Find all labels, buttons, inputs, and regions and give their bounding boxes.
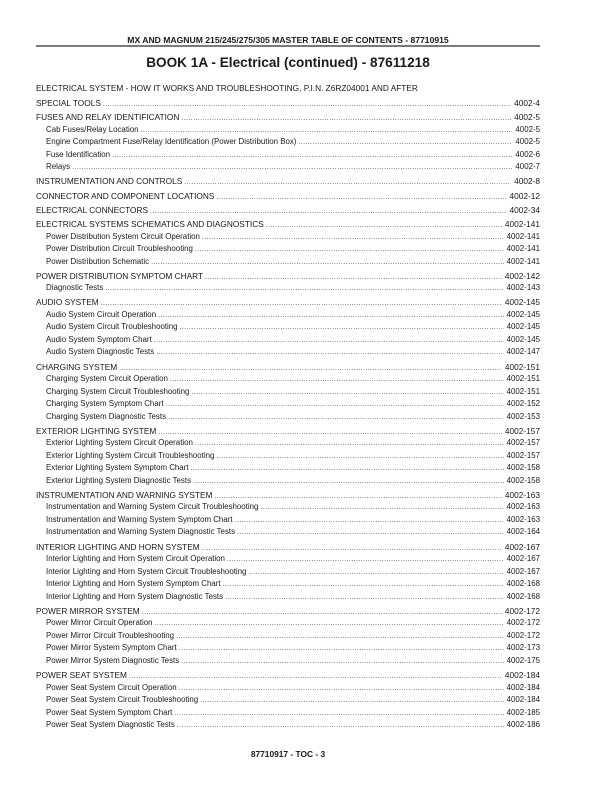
toc-page-number: 4002-147 <box>506 347 540 357</box>
toc-section-entry[interactable] <box>36 541 540 554</box>
toc-page-number: 4002-164 <box>506 527 540 537</box>
toc-entry-label: ELECTRICAL CONNECTORS <box>36 204 149 215</box>
toc-page-number: 4002-145 <box>504 297 540 308</box>
toc-subsection-entry[interactable] <box>36 411 540 424</box>
toc-entry-label: Engine Compartment Fuse/Relay Identification (Power Distribution Box) <box>46 137 297 147</box>
toc-entry-label: Instrumentation and Warning System Symptom Chart <box>46 514 233 524</box>
toc-page-number: 4002-157 <box>506 438 540 448</box>
toc-subsection-entry[interactable] <box>36 321 540 334</box>
dot-leader <box>184 177 511 190</box>
dot-leader <box>170 374 504 387</box>
toc-entry-label: Interior Lighting and Horn System Circuit Troubleshooting <box>46 566 247 576</box>
toc-page-number: 4002-168 <box>506 591 540 601</box>
toc-entry-label: Charging System Circuit Operation <box>46 374 168 384</box>
toc-entry-label: INTERIOR LIGHTING AND HORN SYSTEM <box>36 541 200 552</box>
dot-leader <box>103 99 511 112</box>
toc-entry-label: Audio System Symptom Chart <box>46 334 152 344</box>
toc-subsection-entry[interactable] <box>36 149 540 162</box>
toc-page-number: 4002-153 <box>506 411 540 421</box>
toc-page-number: 4002-4 <box>514 98 540 108</box>
toc-section-entry[interactable] <box>36 605 540 618</box>
toc-entry-label: Power Mirror Circuit Troubleshooting <box>46 630 175 640</box>
table-of-contents <box>36 97 540 733</box>
toc-page-number: 4002-5 <box>515 124 540 134</box>
toc-entry-label: EXTERIOR LIGHTING SYSTEM <box>36 425 157 436</box>
toc-subsection-entry[interactable] <box>36 655 540 668</box>
toc-page-number: 4002-6 <box>515 149 540 159</box>
toc-entry-label: Power Mirror System Diagnostic Tests <box>46 655 180 665</box>
toc-page-number: 4002-184 <box>506 695 540 705</box>
dot-leader <box>191 463 504 476</box>
toc-entry-label: Power Mirror Circuit Operation <box>46 618 153 628</box>
dot-leader <box>150 206 507 219</box>
dot-leader <box>105 283 503 296</box>
toc-section-entry[interactable] <box>36 425 540 438</box>
toc-subsection-entry[interactable] <box>36 373 540 386</box>
toc-page-number: 4002-173 <box>506 643 540 653</box>
toc-page-number: 4002-143 <box>506 283 540 293</box>
toc-group <box>36 204 540 217</box>
toc-section-entry[interactable] <box>36 361 540 374</box>
toc-group <box>36 270 540 295</box>
toc-group <box>36 669 540 732</box>
toc-entry-label: Power Seat System Diagnostic Tests <box>46 720 175 730</box>
toc-entry-label: Audio System Circuit Troubleshooting <box>46 322 178 332</box>
toc-subsection-entry[interactable] <box>36 475 540 488</box>
toc-page-number: 4002-151 <box>506 386 540 396</box>
dot-leader <box>112 150 512 163</box>
dot-leader <box>223 579 504 592</box>
toc-page-number: 4002-5 <box>514 112 540 123</box>
dot-leader <box>260 502 503 515</box>
toc-group <box>36 541 540 604</box>
toc-entry-label: FUSES AND RELAY IDENTIFICATION <box>36 112 180 123</box>
toc-entry-label: Charging System Circuit Troubleshooting <box>46 386 190 396</box>
toc-entry-label: POWER DISTRIBUTION SYMPTOM CHART <box>36 270 204 281</box>
toc-page-number: 4002-172 <box>506 630 540 640</box>
toc-subsection-entry[interactable] <box>36 578 540 591</box>
toc-group <box>36 97 540 110</box>
toc-entry-label: CHARGING SYSTEM <box>36 361 118 372</box>
toc-group <box>36 296 540 359</box>
toc-entry-label: Audio System Circuit Operation <box>46 309 157 319</box>
toc-page-number: 4002-145 <box>506 334 540 344</box>
dot-leader <box>216 192 506 205</box>
dot-leader <box>225 592 504 605</box>
toc-entry-label: Interior Lighting and Horn System Circuit Operation <box>46 554 225 564</box>
toc-entry-label: Charging System Symptom Chart <box>46 399 164 409</box>
toc-page-number: 4002-151 <box>504 361 540 372</box>
toc-subsection-entry[interactable] <box>36 231 540 244</box>
toc-entry-label: Interior Lighting and Horn System Diagnostic Tests <box>46 591 224 601</box>
toc-page-number: 4002-141 <box>506 244 540 254</box>
toc-group <box>36 361 540 424</box>
toc-entry-label: ELECTRICAL SYSTEMS SCHEMATICS AND DIAGNOSTICS <box>36 218 264 229</box>
dot-leader <box>166 399 504 412</box>
toc-subsection-entry[interactable] <box>36 566 540 579</box>
toc-subsection-entry[interactable] <box>36 450 540 463</box>
dot-leader <box>191 387 503 400</box>
toc-entry-label: Charging System Diagnostic Tests <box>46 411 167 421</box>
toc-subsection-entry[interactable] <box>36 514 540 527</box>
toc-entry-label: Cab Fuses/Relay Location <box>46 124 139 134</box>
toc-section-entry[interactable] <box>36 204 540 217</box>
toc-subsection-entry[interactable] <box>36 243 540 256</box>
toc-subsection-entry[interactable] <box>36 462 540 475</box>
dot-leader <box>180 322 504 335</box>
toc-group <box>36 218 540 268</box>
toc-page-number: 4002-186 <box>506 720 540 730</box>
toc-subsection-entry[interactable] <box>36 642 540 655</box>
dot-leader <box>155 618 504 631</box>
toc-entry-label: Diagnostic Tests <box>46 283 104 293</box>
toc-subsection-entry[interactable] <box>36 682 540 695</box>
dot-leader <box>193 476 504 489</box>
toc-subsection-entry[interactable] <box>36 501 540 514</box>
toc-subsection-entry[interactable] <box>36 256 540 269</box>
toc-entry-label: Exterior Lighting System Circuit Operation <box>46 438 193 448</box>
toc-group <box>36 111 540 174</box>
toc-page-number: 4002-141 <box>506 256 540 266</box>
toc-page-number: 4002-152 <box>506 399 540 409</box>
toc-section-entry[interactable] <box>36 218 540 231</box>
toc-page-number: 4002-8 <box>514 176 540 187</box>
toc-subsection-entry[interactable] <box>36 309 540 322</box>
toc-entry-label: Power Distribution System Circuit Operation <box>46 231 200 241</box>
section-intro: ELECTRICAL SYSTEM - HOW IT WORKS AND TROUBLESHOOTING, P.I.N. Z6RZ04001 AND AFTER <box>36 83 418 93</box>
toc-entry-label: Power Seat System Circuit Troubleshooting <box>46 695 199 705</box>
dot-leader <box>179 643 504 656</box>
toc-group <box>36 190 540 203</box>
dot-leader <box>181 656 503 669</box>
dot-leader <box>195 244 504 257</box>
toc-entry-label: Instrumentation and Warning System Circuit Troubleshooting <box>46 502 259 512</box>
toc-page-number: 4002-157 <box>506 450 540 460</box>
toc-subsection-entry[interactable] <box>36 282 540 295</box>
toc-section-entry[interactable] <box>36 97 540 110</box>
toc-subsection-entry[interactable] <box>36 707 540 720</box>
toc-page-number: 4002-163 <box>504 489 540 500</box>
toc-page-number: 4002-157 <box>504 425 540 436</box>
toc-entry-label: Interior Lighting and Horn System Symptom Chart <box>46 579 221 589</box>
toc-page-number: 4002-141 <box>506 231 540 241</box>
dot-leader <box>216 451 503 464</box>
toc-subsection-entry[interactable] <box>36 526 540 539</box>
dot-leader <box>168 412 504 425</box>
toc-entry-label: AUDIO SYSTEM <box>36 297 99 308</box>
toc-entry-label: Power Mirror System Symptom Chart <box>46 643 177 653</box>
toc-page-number: 4002-5 <box>515 137 540 147</box>
toc-page-number: 4002-172 <box>506 618 540 628</box>
dot-leader <box>195 438 504 451</box>
toc-entry-label: POWER SEAT SYSTEM <box>36 669 127 680</box>
dot-leader <box>248 567 503 580</box>
toc-section-entry[interactable] <box>36 270 540 283</box>
toc-subsection-entry[interactable] <box>36 630 540 643</box>
toc-page-number: 4002-163 <box>506 514 540 524</box>
page-footer: 87710917 - TOC - 3 <box>250 749 326 759</box>
toc-subsection-entry[interactable] <box>36 346 540 359</box>
toc-group <box>36 489 540 539</box>
dot-leader <box>174 708 503 721</box>
toc-entry-label: Exterior Lighting System Circuit Troubleshooting <box>46 450 215 460</box>
toc-entry-label: Exterior Lighting System Symptom Chart <box>46 463 189 473</box>
toc-subsection-entry[interactable] <box>36 437 540 450</box>
dot-leader <box>176 631 504 644</box>
toc-page-number: 4002-158 <box>506 475 540 485</box>
dot-leader <box>177 720 504 733</box>
toc-entry-label: CONNECTOR AND COMPONENT LOCATIONS <box>36 190 215 201</box>
dot-leader <box>158 310 504 323</box>
toc-page-number: 4002-12 <box>509 190 540 201</box>
toc-entry-label: Power Distribution Schematic <box>46 256 150 266</box>
toc-subsection-entry[interactable] <box>36 719 540 732</box>
dot-leader <box>200 695 503 708</box>
dot-leader <box>202 232 504 245</box>
toc-subsection-entry[interactable] <box>36 124 540 137</box>
toc-page-number: 4002-141 <box>504 218 540 229</box>
toc-section-entry[interactable] <box>36 669 540 682</box>
toc-section-entry[interactable] <box>36 489 540 502</box>
toc-page-number: 4002-167 <box>504 541 540 552</box>
toc-page-number: 4002-184 <box>504 669 540 680</box>
toc-subsection-entry[interactable] <box>36 334 540 347</box>
toc-entry-label: Audio System Diagnostic Tests <box>46 347 155 357</box>
dot-leader <box>227 554 504 567</box>
toc-entry-label: Instrumentation and Warning System Diagnostic Tests <box>46 527 236 537</box>
toc-page-number: 4002-145 <box>506 322 540 332</box>
toc-page-number: 4002-163 <box>506 502 540 512</box>
toc-page-number: 4002-7 <box>515 162 540 172</box>
header-divider <box>36 45 540 47</box>
running-header: MX AND MAGNUM 215/245/275/305 MASTER TABLE OF CONTENTS - 87710915 <box>127 35 449 45</box>
dot-leader <box>235 515 504 528</box>
toc-page-number: 4002-167 <box>506 554 540 564</box>
toc-group <box>36 605 540 668</box>
dot-leader <box>298 137 512 150</box>
toc-page-number: 4002-167 <box>506 566 540 576</box>
toc-entry-label: Power Distribution Circuit Troubleshooting <box>46 244 193 254</box>
toc-entry-label: Relays <box>46 162 71 172</box>
toc-entry-label: INSTRUMENTATION AND WARNING SYSTEM <box>36 489 213 500</box>
dot-leader <box>179 683 504 696</box>
toc-subsection-entry[interactable] <box>36 136 540 149</box>
toc-page-number: 4002-151 <box>506 374 540 384</box>
toc-section-entry[interactable] <box>36 296 540 309</box>
toc-section-entry[interactable] <box>36 111 540 124</box>
book-title: BOOK 1A - Electrical (continued) - 87611218 <box>146 55 430 70</box>
toc-subsection-entry[interactable] <box>36 386 540 399</box>
toc-subsection-entry[interactable] <box>36 398 540 411</box>
toc-entry-label: SPECIAL TOOLS <box>36 98 101 108</box>
toc-page-number: 4002-168 <box>506 579 540 589</box>
toc-entry-label: Exterior Lighting System Diagnostic Tests <box>46 475 192 485</box>
dot-leader <box>154 335 504 348</box>
dot-leader <box>72 162 512 175</box>
toc-page-number: 4002-158 <box>506 463 540 473</box>
dot-leader <box>151 257 504 270</box>
toc-subsection-entry[interactable] <box>36 591 540 604</box>
toc-group <box>36 425 540 488</box>
dot-leader <box>237 527 504 540</box>
toc-section-entry[interactable] <box>36 175 540 188</box>
toc-page-number: 4002-34 <box>509 204 540 215</box>
toc-page-number: 4002-184 <box>506 682 540 692</box>
toc-entry-label: Power Seat System Circuit Operation <box>46 682 177 692</box>
toc-subsection-entry[interactable] <box>36 617 540 630</box>
toc-page-number: 4002-172 <box>504 605 540 616</box>
toc-subsection-entry[interactable] <box>36 694 540 707</box>
toc-section-entry[interactable] <box>36 190 540 203</box>
toc-entry-label: Fuse Identification <box>46 149 111 159</box>
toc-page-number: 4002-185 <box>506 707 540 717</box>
dot-leader <box>156 347 503 360</box>
toc-subsection-entry[interactable] <box>36 553 540 566</box>
toc-entry-label: INSTRUMENTATION AND CONTROLS <box>36 176 183 187</box>
toc-entry-label: POWER MIRROR SYSTEM <box>36 605 140 616</box>
toc-page-number: 4002-142 <box>504 270 540 281</box>
toc-entry-label: Power Seat System Symptom Chart <box>46 707 173 717</box>
toc-group <box>36 175 540 188</box>
toc-subsection-entry[interactable] <box>36 161 540 174</box>
toc-page-number: 4002-145 <box>506 309 540 319</box>
toc-page-number: 4002-175 <box>506 655 540 665</box>
